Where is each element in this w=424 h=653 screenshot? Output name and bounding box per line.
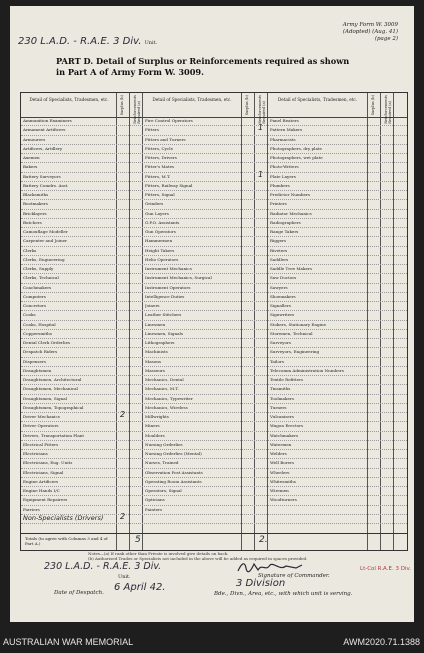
specialist-name: Painters — [145, 506, 163, 512]
specialist-name: Fire Control Operators — [145, 118, 193, 123]
col1-surplus-header: Surplus (b) — [120, 95, 124, 116]
specialist-name: Saddle Tree Makers — [270, 266, 312, 271]
table-row — [21, 154, 407, 163]
specialist-name: Saw Doctors — [270, 275, 297, 281]
specialist-name: Bootmakers — [23, 201, 48, 207]
col2-header: Detail of Specialists, Tradesmen, etc. — [152, 97, 232, 102]
specialist-name: Nursing Orderlies (Mental) — [145, 451, 202, 456]
specialist-name: Riveters — [270, 247, 288, 253]
specialist-name: Masseurs — [145, 367, 165, 373]
table-row — [21, 422, 407, 431]
specialist-name: Driver Mechanics — [23, 414, 60, 419]
specialist-name: Surveyors — [270, 340, 291, 345]
total-surplus: 5 — [135, 535, 141, 545]
specialist-name: Clerks, Technical — [23, 275, 59, 281]
date-label: Date of Despatch. — [54, 590, 104, 596]
specialist-name: Grinders — [145, 201, 164, 207]
specialist-name: Signallers — [270, 303, 291, 308]
specialist-name: Watermen — [270, 441, 292, 447]
table-row — [21, 293, 407, 302]
specialist-name: Miners — [145, 423, 160, 429]
table-row — [21, 182, 407, 191]
table-row — [21, 311, 407, 320]
specialist-name: Mechanics, Typewriter — [145, 395, 193, 401]
table-row — [21, 511, 407, 524]
specialist-name: Electricians — [23, 451, 48, 456]
specialist-name: Draughtsmen, Topographical — [23, 404, 84, 410]
specialist-name: Saddlers — [270, 256, 289, 262]
specialist-name: Engine Hands I/C — [23, 488, 60, 493]
table-row — [21, 247, 407, 256]
specialist-name: Radiographers — [270, 219, 301, 225]
table-row — [21, 404, 407, 413]
division-value: 3 Division — [236, 578, 286, 589]
specialist-name: Telecomm Administration Numbers — [270, 367, 344, 373]
table-row — [21, 136, 407, 145]
specialist-name: Millwrights — [145, 414, 169, 419]
specialist-name: Gun Layers — [145, 210, 169, 216]
specialist-name: Armament Artificers — [23, 127, 66, 133]
table-row — [21, 367, 407, 376]
table-row — [21, 376, 407, 385]
specialist-name: Electricians, Signal — [23, 469, 64, 475]
table-row — [21, 469, 407, 478]
form-line-3: (page 2) — [374, 36, 398, 42]
table-row — [21, 163, 407, 172]
specialist-name: Mechanics, Wireless — [145, 404, 188, 410]
specialist-name: G.P.O. Assistants — [145, 219, 180, 225]
note-b: (b) Authorised Trades or Specialists not included in the above will be added as required in spaces provided. — [88, 556, 308, 561]
specialist-name: Tinsmiths — [270, 386, 291, 392]
specialist-name: Tailors — [270, 358, 284, 364]
specialist-name: Drivers, Transportation Plant — [23, 432, 85, 438]
table-row — [21, 256, 407, 265]
table-row — [21, 339, 407, 348]
specialist-name: Draughtsmen — [23, 367, 52, 373]
col1-header: Detail of Specialists, Tradesmen, etc. — [29, 97, 109, 102]
specialist-name: Textile Refitters — [270, 377, 304, 382]
specialist-name: Range Takers — [270, 229, 299, 234]
specialist-name: Storemen, Technical — [270, 330, 313, 336]
specialist-name: Stokers, Stationary Engine — [270, 321, 327, 327]
table-row — [21, 210, 407, 219]
specialist-name: Photographers, wet plate — [270, 155, 323, 160]
specialist-name: Whitesmiths — [270, 478, 296, 484]
specialist-name: Pattern Makers — [270, 127, 303, 133]
specialist-name: Pharmacists — [270, 136, 296, 142]
archive-caption: AUSTRALIAN WAR MEMORIAL — [3, 637, 134, 647]
specialist-name: Sawyers — [270, 284, 288, 290]
col2-reinf-header: Reinforcements Required (a) — [258, 95, 266, 124]
specialist-name: Helio Operators — [145, 256, 179, 262]
specialist-name: Woodturners — [270, 497, 297, 503]
table-row — [21, 265, 407, 274]
footer-unit-value: 230 L.A.D. - R.A.E. 3 Div. — [44, 561, 162, 572]
table-row — [21, 478, 407, 487]
specialist-name: Nursing Orderlies — [145, 441, 183, 447]
specialist-name: Fitters, Cycle — [145, 145, 173, 151]
form-line-2: (Adopted) (Aug. 41) — [342, 29, 398, 35]
specialist-name: Cooks, Hospital — [23, 321, 56, 327]
specialist-name: Clerks, Engineering — [23, 256, 65, 262]
specialist-name: Mechanics, M.T. — [145, 386, 179, 392]
specialist-name: Instrument Mechanics — [145, 266, 192, 271]
specialist-name: Cooks — [23, 312, 36, 318]
table-row — [21, 496, 407, 505]
specialist-name: Ammunition Examiners — [23, 118, 72, 123]
specialist-name: Vulcanisers — [270, 414, 294, 419]
header-unit — [18, 36, 157, 47]
specialist-name: Leather Stitchers — [145, 312, 182, 318]
specialist-name: Linesmen, Signals — [145, 330, 183, 336]
specialist-name: Fitters, Signal — [145, 192, 175, 197]
col1-reinf-header: Reinforcements Required (a) — [133, 95, 141, 124]
specialist-name: Driver Operators — [23, 423, 59, 429]
specialist-name: Signwriters — [270, 312, 295, 318]
bde-label: Bde., Divn., Area, etc., with which unit is serving. — [214, 591, 353, 597]
note-a: Notes—(a) If rank other than Private is involved give details on back. — [88, 551, 229, 556]
specialist-name: Printers — [270, 201, 287, 207]
table-row — [21, 385, 407, 394]
specialist-name: Camouflage Modeller — [23, 229, 68, 234]
specialist-name: Wiremen — [270, 488, 289, 493]
signature-label: Signature of Commander. — [258, 573, 330, 579]
specialist-name: Bakers — [23, 164, 38, 170]
table-row — [21, 219, 407, 228]
specialist-name: Panel Beaters — [270, 118, 299, 123]
col3-reinf-header: Reinforcements Required (a) — [384, 95, 392, 124]
specialist-name: Machinists — [145, 349, 168, 355]
specialist-name: Armourers — [23, 136, 46, 142]
col3-surplus-header: Surplus (b) — [371, 95, 375, 116]
specialist-name: Draughtsmen, Mechanical — [23, 386, 78, 392]
specialist-name: Artificers, Artillery — [23, 145, 63, 151]
specialist-name: Bricklayers — [23, 210, 47, 216]
col3-header: Detail of Specialists, Tradesmen, etc. — [277, 97, 358, 102]
specialist-name: Well Borers — [270, 460, 295, 466]
specialist-name: Nurses, Trained — [145, 460, 179, 466]
table-row — [21, 302, 407, 311]
table-row — [21, 237, 407, 246]
specialist-name: Battery Comdrs. Asst. — [23, 182, 69, 188]
specialist-name: Fitters, Railway Signal — [145, 182, 193, 188]
specialist-name: Coachmakers — [23, 284, 52, 290]
table-row — [21, 169, 407, 182]
specialist-name: Predictor Numbers — [270, 192, 310, 197]
specialist-name: Electrical Fitters — [23, 441, 59, 447]
specialist-name: Butchers — [23, 219, 42, 225]
table-row — [21, 321, 407, 330]
specialist-name: Concretors — [23, 303, 47, 308]
specialist-name: Operating Room Assistants — [145, 478, 202, 484]
specialist-name: Observation Post Assistants — [145, 469, 203, 475]
specialist-name: Intelligence Duties — [145, 293, 185, 299]
header-unit-value: 230 L.A.D. - R.A.E. 3 Div. — [18, 36, 142, 47]
date-value: 6 April 42. — [114, 582, 166, 593]
surplus-value: 2 — [120, 511, 126, 521]
specialist-name: Welders — [270, 451, 287, 456]
reinforcement-value: 1 — [258, 169, 264, 179]
specialist-name: Fitters — [145, 127, 159, 133]
archive-reference: AWM2020.71.1388 — [343, 637, 420, 647]
specialist-name: Operators, Signal — [145, 488, 182, 493]
specialist-name: Riggers — [270, 238, 287, 244]
table-row — [21, 395, 407, 404]
table-row — [21, 200, 407, 209]
specialist-name: Equipment Repairers — [23, 497, 68, 503]
specialist-name: Electricians, Eng. Units — [23, 460, 73, 466]
specialist-name: Instrument Operators — [145, 284, 191, 290]
table-row — [21, 117, 407, 126]
form-line-1: Army Form W. 3009 — [342, 22, 398, 28]
table-row — [21, 348, 407, 357]
specialist-name: Battery Surveyors — [23, 173, 61, 179]
specialist-name: Instrument Mechanics, Surgical — [145, 275, 212, 281]
table-row — [21, 441, 407, 450]
specialist-name: Photo-Writers — [270, 164, 299, 170]
header-unit-label: Unit. — [144, 40, 158, 46]
specialist-name: Radiator Mechanics — [270, 210, 312, 216]
specialist-name: Wagon Erectors — [270, 423, 304, 429]
footer-unit-label: Unit. — [118, 574, 131, 580]
table-rows — [21, 117, 407, 524]
form-title: PART D. Detail of Surplus or Reinforcements required as shown in Part A of Army Form W. 3009. — [56, 56, 350, 77]
totals-row — [21, 533, 407, 550]
specialist-name: Linesmen — [145, 321, 166, 327]
specialist-name: Plate Layers — [270, 173, 296, 179]
table-row — [21, 284, 407, 293]
specialist-name: Axemen — [23, 155, 40, 160]
specialist-name: Draughtsmen, Architectural — [23, 377, 82, 382]
specialist-name: Dental Clerk Orderlies — [23, 340, 71, 345]
table-row — [21, 459, 407, 468]
specialist-name: Height Takers — [145, 247, 175, 253]
commander-stamp: Lt-Col R.A.E. 3 Div. — [360, 566, 412, 572]
specialist-name: Moulders — [145, 432, 165, 438]
specialist-name: Watchmakers — [270, 432, 299, 438]
specialist-name: Clerks, Supply — [23, 266, 54, 271]
specialist-name: Clerks — [23, 247, 37, 253]
totals-label: Totals (to agree with Columns 3 and 4 of Part A.) — [25, 536, 108, 546]
specialist-name: Blacksmiths — [23, 192, 49, 197]
specialist-name: Toolmakers — [270, 395, 294, 401]
table-row — [21, 145, 407, 154]
table-row — [21, 228, 407, 237]
table-row — [21, 123, 407, 135]
specialist-name: Dispensers — [23, 358, 46, 364]
specialist-name: Opticians — [145, 497, 165, 503]
table-row — [21, 487, 407, 496]
specialist-name: Joiners — [145, 303, 160, 308]
specialist-name: Hammermen — [145, 238, 173, 244]
specialist-name: Despatch Riders — [23, 349, 58, 355]
specialist-name: Plumbers — [270, 182, 290, 188]
specialist-name: Turners — [270, 404, 287, 410]
total-reinforcements: 2. — [259, 535, 268, 545]
specialist-name: Carpenter and Joiner — [23, 238, 67, 244]
table-row — [21, 358, 407, 367]
specialist-name: Gun Operators — [145, 229, 176, 234]
specialist-name: Fitter's Mates — [145, 164, 175, 170]
table-row — [21, 191, 407, 200]
specialist-name: Fitters and Turners — [145, 136, 186, 142]
table-row — [21, 410, 407, 422]
table-row — [21, 274, 407, 283]
specialists-table — [20, 92, 408, 551]
specialist-name: Computers — [23, 293, 46, 299]
specialist-name: Coppersmiths — [23, 330, 52, 336]
specialist-name: Surveyors, Engineering — [270, 349, 320, 355]
specialist-name: Engine Artificers — [23, 478, 59, 484]
specialist-name: Shoemakers — [270, 293, 296, 299]
reinforcement-value: 1 — [258, 123, 264, 133]
specialist-name: Lithographers — [145, 340, 175, 345]
specialist-name: Fitters, M.T. — [145, 173, 171, 179]
specialist-name: Non-Specialists (Drivers) — [23, 513, 104, 522]
table-row — [21, 432, 407, 441]
specialist-name: Fitters, Drivers — [145, 155, 177, 160]
surplus-value: 2 — [120, 410, 126, 419]
specialist-name: Photographers, dry plate — [270, 145, 322, 151]
table-row — [21, 450, 407, 459]
col2-surplus-header: Surplus (b) — [245, 95, 249, 116]
specialist-name: Wheelers — [270, 469, 290, 475]
specialist-name: Farriers — [23, 506, 40, 512]
specialist-name: Draughtsmen, Signal — [23, 395, 67, 401]
table-row — [21, 330, 407, 339]
specialist-name: Masons — [145, 358, 161, 364]
specialist-name: Mechanics, Dental — [145, 377, 184, 382]
form-number — [343, 22, 398, 43]
